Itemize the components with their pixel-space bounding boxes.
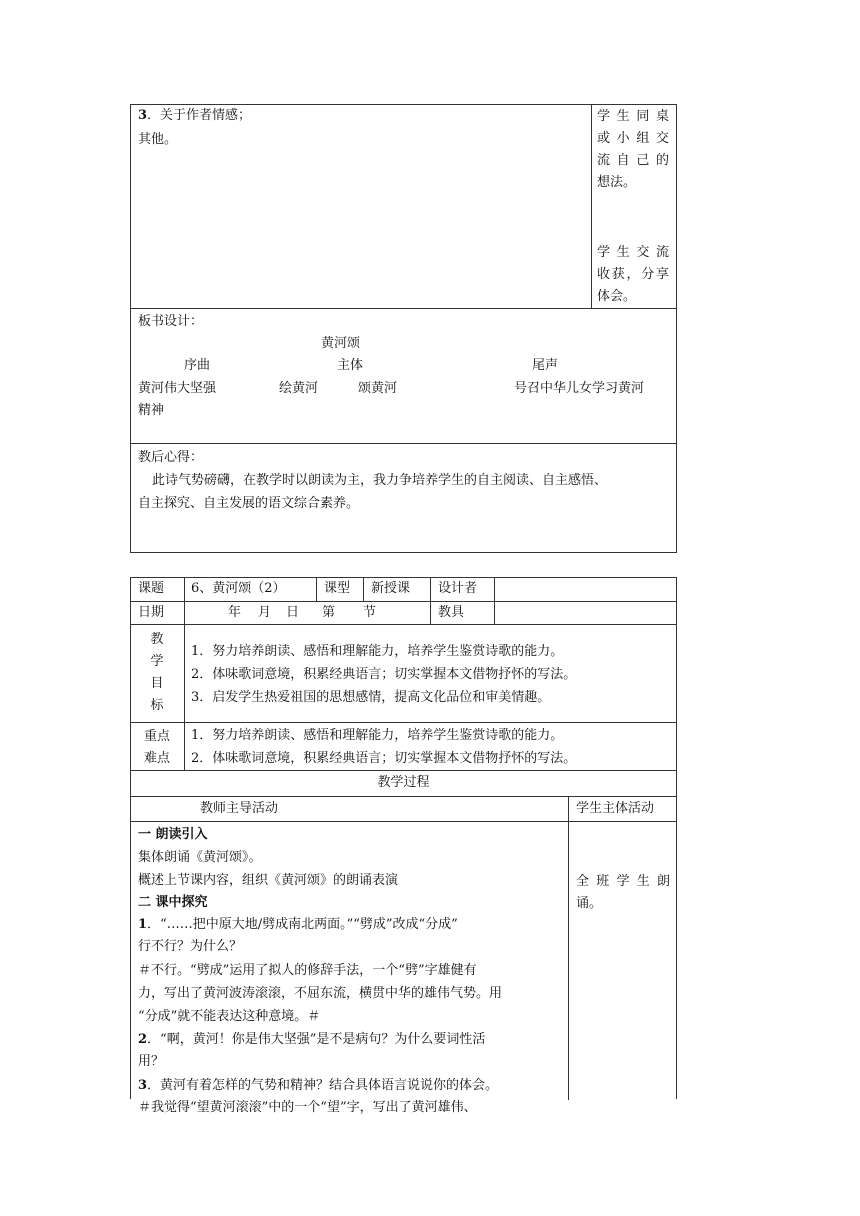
- board-row-praise: 颂黄河: [358, 381, 398, 396]
- question-3-line: 3．黄河有着怎样的气势和精神？结合具体语言说说你的体会。: [138, 1078, 499, 1093]
- board-col-main: 主体: [337, 358, 364, 373]
- question-2-line: 用？: [138, 1054, 165, 1069]
- date-section: 节: [363, 605, 377, 620]
- side-note-1-line: 想法。: [597, 175, 637, 190]
- activity-line: 集体朗诵《黄河颂》。: [138, 850, 262, 865]
- side-note-2-line: 学生交流: [597, 245, 669, 260]
- board-row-draw: 绘黄河: [279, 381, 319, 396]
- side-note-2: [597, 242, 669, 308]
- answer-1-line: “分成”就不能表达这种意境。＃: [138, 1009, 321, 1024]
- lower-row-divider: [130, 601, 677, 602]
- side-note-1-line: 或小组交: [597, 131, 669, 146]
- lower-row-divider: [130, 821, 677, 822]
- reflection-label: 教后心得：: [138, 450, 204, 465]
- goal-item: 3．启发学生热爱祖国的思想感情，提高文化品位和审美情趣。: [191, 690, 551, 705]
- answer-1-line: ＃不行。“劈成”运用了拟人的修辞手法，一个“劈”字雄健有: [138, 963, 477, 978]
- item-3-author-emotion: 3．关于作者情感；: [138, 108, 252, 123]
- reflection-line-1: 此诗气势磅礴，在教学时以朗读为主，我力争培养学生的自主阅读、自主感悟、: [152, 473, 608, 488]
- lesson-type-label: 课型: [324, 581, 351, 596]
- activity-line: 概述上节课内容，组织《黄河颂》的朗诵表演: [138, 873, 399, 888]
- key-points-label-line: 难点: [143, 751, 170, 766]
- date-label: 日期: [138, 605, 165, 620]
- side-note-2-line: 体会。: [597, 289, 637, 304]
- lesson-type-value: 新授课: [371, 581, 411, 596]
- key-point-item: 1．努力培养朗读、感悟和理解能力，培养学生鉴赏诗歌的能力。: [191, 728, 564, 743]
- board-row-spirit: 精神: [138, 403, 165, 418]
- teaching-process-title: 教学过程: [377, 775, 430, 790]
- section-in-class-inquiry: 二 课中探究: [138, 895, 208, 910]
- other-label: 其他。: [138, 132, 178, 147]
- board-row-great-strong: 黄河伟大坚强: [138, 381, 217, 396]
- teaching-aid-label: 教具: [438, 605, 465, 620]
- answer-1-line: 力，写出了黄河波涛滚滚，不屈东流，横贯中华的雄伟气势。用: [138, 986, 503, 1001]
- designer-label: 设计者: [438, 581, 478, 596]
- board-col-finale: 尾声: [532, 358, 559, 373]
- lower-col-divider: [316, 577, 317, 601]
- goal-item: 2．体味歌词意境，积累经典语言；切实掌握本文借物抒怀的写法。: [191, 667, 577, 682]
- board-col-prelude: 序曲: [184, 358, 211, 373]
- goals-label-char: 教: [150, 632, 164, 647]
- question-2-line: 2．“啊，黄河！你是伟大坚强”是不是病句？为什么要词性活: [138, 1032, 486, 1047]
- lower-col-divider: [363, 577, 364, 601]
- student-activity-header: 学生主体活动: [576, 801, 655, 816]
- upper-col-divider: [591, 104, 592, 309]
- key-points-label: [130, 726, 184, 770]
- goals-label-char: 学: [150, 654, 164, 669]
- topic-label: 课题: [138, 581, 165, 596]
- side-note-1-line: 学生同桌: [597, 109, 669, 124]
- lower-col-divider: [568, 796, 569, 1100]
- student-activity-note: [576, 871, 670, 915]
- goals-label-char: 标: [150, 698, 164, 713]
- board-design-label: 板书设计：: [138, 314, 204, 329]
- date-year: 年: [228, 605, 242, 620]
- reflection-line-2: 自主探究、自主发展的语文综合素养。: [138, 496, 360, 511]
- goals-label: [130, 629, 184, 717]
- board-title: 黄河颂: [321, 336, 361, 351]
- side-note-1-line: 流自己的: [597, 153, 669, 168]
- goals-label-char: 目: [150, 676, 164, 691]
- goal-item: 1．努力培养朗读、感悟和理解能力，培养学生鉴赏诗歌的能力。: [191, 644, 564, 659]
- section-reading-intro: 一 朗读引入: [138, 827, 208, 842]
- question-1-line: 1．“……把中原大地/劈成南北两面。”“劈成”改成“分成”: [138, 917, 458, 932]
- date-day: 日: [286, 605, 300, 620]
- student-activity-line: 诵。: [576, 896, 603, 911]
- teacher-activity-header: 教师主导活动: [200, 801, 279, 816]
- upper-row-divider-2: [130, 443, 677, 444]
- lower-col-divider: [430, 577, 431, 624]
- date-period: 第: [322, 605, 336, 620]
- side-note-2-line: 收获，分享: [597, 267, 669, 282]
- side-note-1: [597, 106, 669, 194]
- key-point-item: 2．体味歌词意境，积累经典语言；切实掌握本文借物抒怀的写法。: [191, 751, 577, 766]
- topic-value: 6、黄河颂（2）: [191, 581, 286, 596]
- lower-row-divider: [130, 796, 677, 797]
- lower-col-divider: [184, 577, 185, 770]
- question-1-line: 行不行？为什么？: [138, 939, 243, 954]
- upper-row-divider-1: [130, 308, 677, 309]
- lower-row-divider: [130, 770, 677, 771]
- student-activity-line: 全班学生朗: [576, 874, 670, 889]
- lower-row-divider: [130, 722, 677, 723]
- board-row-call: 号召中华儿女学习黄河: [514, 381, 645, 396]
- lower-row-divider: [130, 624, 677, 625]
- date-month: 月: [258, 605, 272, 620]
- key-points-label-line: 重点: [143, 729, 170, 744]
- lower-col-divider: [494, 577, 495, 624]
